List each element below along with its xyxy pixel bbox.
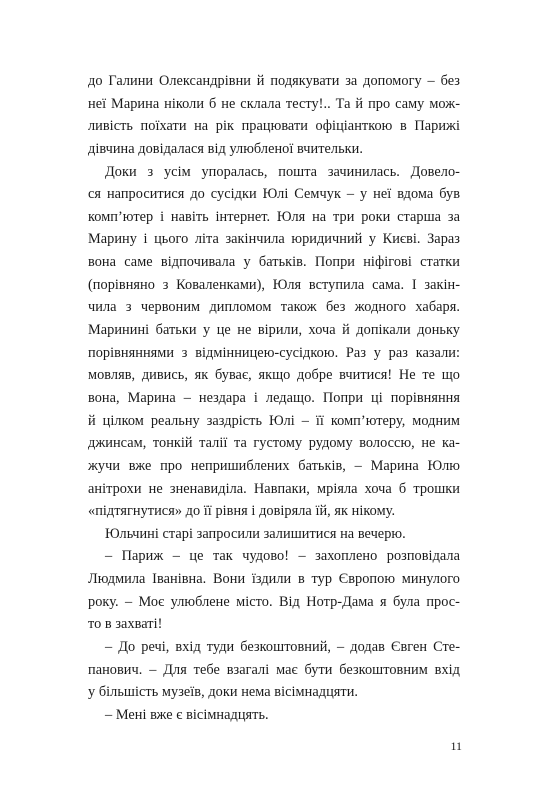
text-line: ливість поїхати на рік працювати офіціанткою в Парижі <box>88 118 460 135</box>
text-line: й цілком реальну заздрість Юлі – її комп’ютеру, модним <box>88 412 460 429</box>
text-line: порівняннями з відмінницею-сусідкою. Раз у раз казали: <box>88 344 460 361</box>
text-line: то в захваті! <box>88 616 163 633</box>
text-line: Марину і цього літа закінчила юридичний у Києві. Зараз <box>88 231 460 248</box>
text-line: – До речі, вхід туди безкоштовний, – додав Євген Сте- <box>105 639 460 656</box>
text-line: джинсам, тонкій талії та густому рудому волоссю, не ка- <box>88 435 460 452</box>
text-line: анітрохи не зненавиділа. Навпаки, мріяла хоча б трошки <box>88 480 460 497</box>
text-line: Доки з усім упоралась, пошта зачинилась. Довело- <box>105 163 460 180</box>
text-line: чила з червоним дипломом також без жодного хабаря. <box>88 299 460 316</box>
text-line: панович. – Для тебе взагалі має бути безкоштовним вхід <box>88 661 460 678</box>
text-line: «підтягнутися» до її рівня і довіряла їй, як нікому. <box>88 503 396 520</box>
text-line: вона саме відпочивала у батьків. Попри ніфігові статки <box>88 254 460 271</box>
body-text <box>88 70 460 727</box>
text-line: жучи вже про непришиблених батьків, – Марина Юлю <box>88 457 460 474</box>
text-line: Людмила Іванівна. Вони їздили в тур Європою минулого <box>88 571 460 588</box>
text-line: ся напроситися до сусідки Юлі Семчук – у неї вдома був <box>88 186 460 203</box>
text-line: Маринині батьки у це не вірили, хоча й допікали доньку <box>88 322 460 339</box>
text-line: комп’ютер і навіть інтернет. Юля на три роки старша за <box>88 208 460 225</box>
text-line: (порівняно з Коваленками), Юля вступила сама. І закін- <box>88 276 460 293</box>
text-line: дівчина довідалася від улюбленої вчительки. <box>88 140 363 157</box>
text-line: у більшість музеїв, доки нема вісімнадцяти. <box>88 684 359 701</box>
text-line: неї Марина ніколи б не склала тесту!.. Та й про саму мож- <box>88 95 460 112</box>
text-line: до Галини Олександрівни й подякувати за допомогу – без <box>88 73 460 89</box>
page-number: 11 <box>450 739 462 753</box>
text-line: мовляв, дивись, як буває, якщо добре вчитися! Не те що <box>88 367 460 384</box>
text-line: року. – Моє улюблене місто. Від Нотр-Дама я була прос- <box>88 593 460 610</box>
text-line: вона, Марина – нездара і ледащо. Попри ці порівняння <box>88 389 460 406</box>
text-line: – Мені вже є вісімнадцять. <box>105 706 269 723</box>
text-line: – Париж – це так чудово! – захоплено розповідала <box>105 548 460 565</box>
text-line: Юльчині старі запросили залишитися на вечерю. <box>105 525 406 542</box>
